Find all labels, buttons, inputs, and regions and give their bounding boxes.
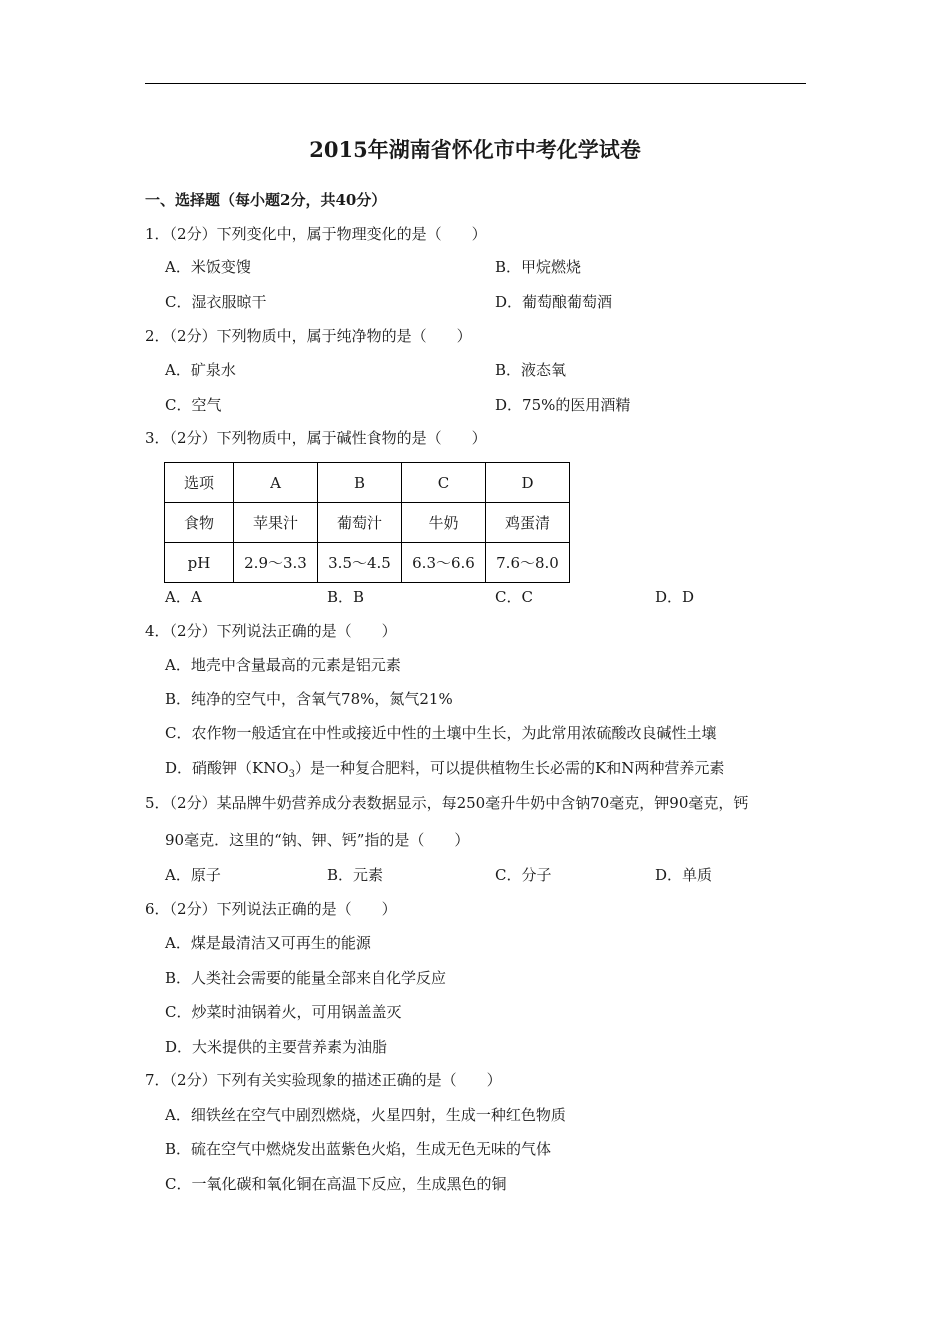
- question-4-option-b[interactable]: B．纯净的空气中，含氧气78%，氮气21%: [165, 690, 453, 708]
- table-row: [165, 503, 570, 543]
- question-6-option-c[interactable]: C．炒菜时油锅着火，可用锅盖盖灭: [165, 1003, 402, 1021]
- question-5-option-c[interactable]: C．分子: [495, 866, 552, 884]
- question-2-option-a[interactable]: A．矿泉水: [165, 361, 236, 379]
- question-6-option-d[interactable]: D．大米提供的主要营养素为油脂: [165, 1038, 388, 1056]
- question-2-option-c[interactable]: C．空气: [165, 396, 222, 414]
- question-1-option-b[interactable]: B．甲烷燃烧: [495, 258, 582, 276]
- food-ph-table: [164, 462, 570, 583]
- question-1-option-c[interactable]: C．湿衣服晾干: [165, 293, 267, 311]
- question-7-option-c[interactable]: C．一氧化碳和氧化铜在高温下反应，生成黑色的铜: [165, 1175, 507, 1193]
- table-cell: 3.5～4.5: [318, 543, 402, 583]
- header-rule: [145, 83, 806, 84]
- question-4-option-c[interactable]: C．农作物一般适宜在中性或接近中性的土壤中生长，为此常用浓硫酸改良碱性土壤: [165, 724, 717, 742]
- question-2-option-d[interactable]: D．75%的医用酒精: [495, 396, 631, 414]
- table-cell: 葡萄汁: [318, 503, 402, 543]
- question-5-option-b[interactable]: B．元素: [327, 866, 384, 884]
- question-5-option-a[interactable]: A．原子: [165, 866, 221, 884]
- table-cell: 6.3～6.6: [402, 543, 486, 583]
- question-1-option-a[interactable]: A．米饭变馊: [165, 258, 251, 276]
- question-6-option-a[interactable]: A．煤是最清洁又可再生的能源: [165, 934, 371, 952]
- question-7-stem: 7．（2分）下列有关实验现象的描述正确的是（ ）: [145, 1071, 502, 1089]
- question-1-option-d[interactable]: D．葡萄酿葡萄酒: [495, 293, 613, 311]
- question-4-option-a[interactable]: A．地壳中含量最高的元素是铝元素: [165, 656, 401, 674]
- table-row: [165, 543, 570, 583]
- table-cell: 牛奶: [402, 503, 486, 543]
- question-6-option-b[interactable]: B．人类社会需要的能量全部来自化学反应: [165, 969, 447, 987]
- question-1-stem: 1．（2分）下列变化中，属于物理变化的是（ ）: [145, 225, 487, 243]
- question-3-stem: 3．（2分）下列物质中，属于碱性食物的是（ ）: [145, 429, 487, 447]
- table-cell: 苹果汁: [234, 503, 318, 543]
- table-cell: A: [234, 463, 318, 503]
- table-cell: B: [318, 463, 402, 503]
- option-d-text-start: D．硝酸钾（KNO: [165, 759, 289, 777]
- table-row: [165, 463, 570, 503]
- question-3-option-c[interactable]: C．C: [495, 588, 533, 606]
- question-2-option-b[interactable]: B．液态氧: [495, 361, 567, 379]
- question-7-option-b[interactable]: B．硫在空气中燃烧发出蓝紫色火焰，生成无色无味的气体: [165, 1140, 552, 1158]
- section-heading: 一、选择题（每小题2分，共40分）: [145, 191, 387, 209]
- question-5-option-d[interactable]: D．单质: [655, 866, 713, 884]
- question-6-stem: 6．（2分）下列说法正确的是（ ）: [145, 900, 397, 918]
- table-cell: 鸡蛋清: [486, 503, 570, 543]
- table-cell: pH: [165, 543, 234, 583]
- table-cell: D: [486, 463, 570, 503]
- table-cell: 2.9～3.3: [234, 543, 318, 583]
- question-2-stem: 2．（2分）下列物质中，属于纯净物的是（ ）: [145, 327, 472, 345]
- table-cell: 选项: [165, 463, 234, 503]
- question-7-option-a[interactable]: A．细铁丝在空气中剧烈燃烧，火星四射，生成一种红色物质: [165, 1106, 566, 1124]
- question-5-stem: 5．（2分）某品牌牛奶营养成分表数据显示，每250毫升牛奶中含钠70毫克，钾90毫克，钙: [145, 794, 749, 812]
- question-3-option-d[interactable]: D．D: [655, 588, 695, 606]
- table-cell: 7.6～8.0: [486, 543, 570, 583]
- question-3-option-a[interactable]: A．A: [165, 588, 202, 606]
- question-4-option-d[interactable]: [165, 758, 724, 785]
- option-d-text-end: ）是一种复合肥料，可以提供植物生长必需的K和N两种营养元素: [295, 759, 725, 777]
- subscript-3: 3: [288, 769, 296, 780]
- page-title: 2015年湖南省怀化市中考化学试卷: [309, 137, 641, 162]
- table-cell: 食物: [165, 503, 234, 543]
- question-3-option-b[interactable]: B．B: [327, 588, 365, 606]
- question-4-stem: 4．（2分）下列说法正确的是（ ）: [145, 622, 397, 640]
- table-cell: C: [402, 463, 486, 503]
- question-5-stem-continued: 90毫克．这里的“钠、钾、钙”指的是（ ）: [165, 831, 470, 849]
